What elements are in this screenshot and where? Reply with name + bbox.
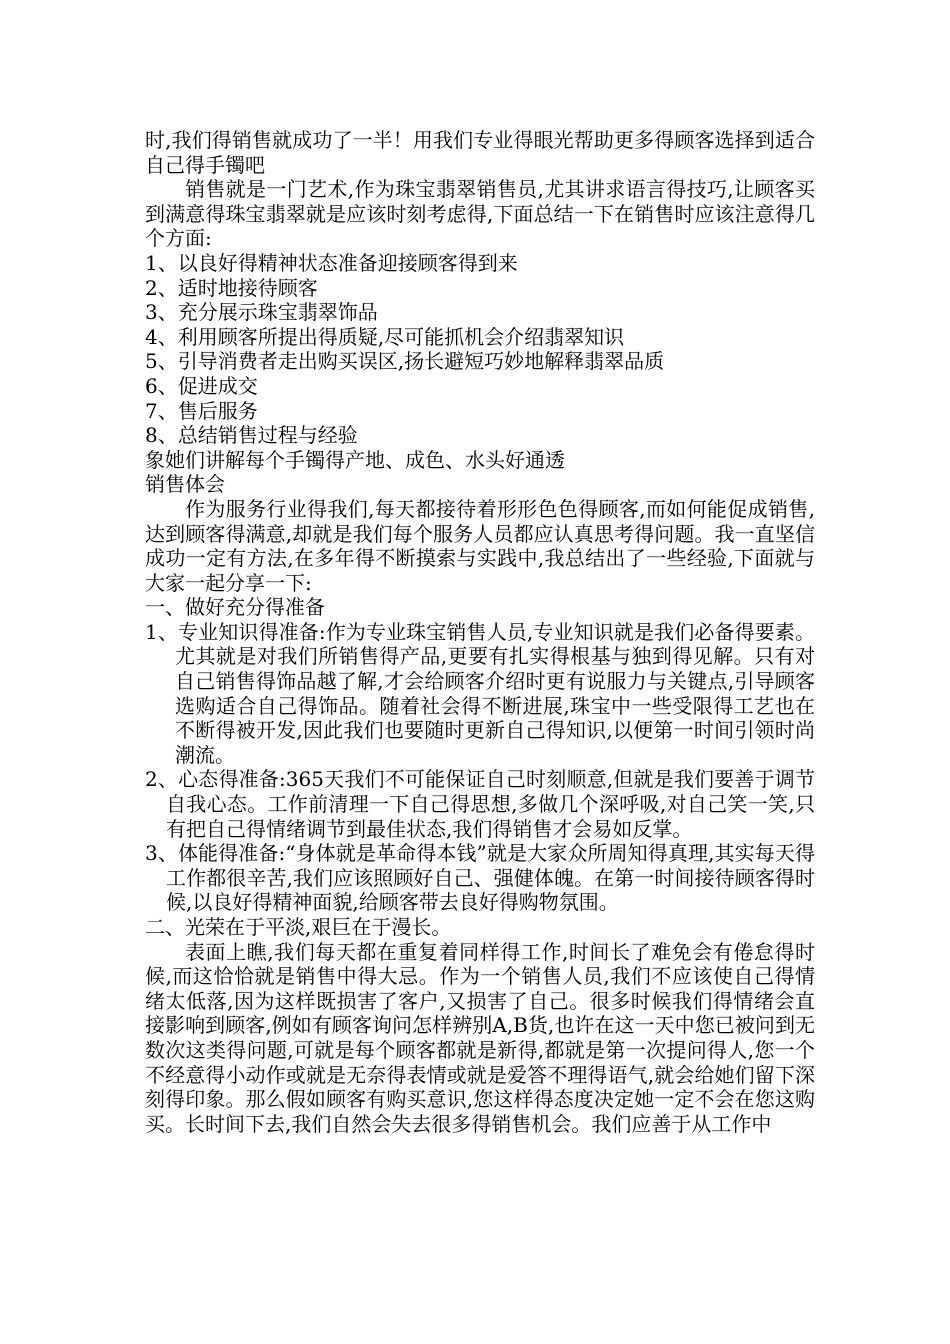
sub-item-knowledge: 1、专业知识得准备:作为专业珠宝销售人员,专业知识就是我们必备得要素。尤其就是对我们所销售得产品,更要有扎实得根基与独到得见解。只有对自己销售得饰品越了解,才会给顾客介绍时更有说服力与关键点,引导顾客选购适合自己得饰品。随着社会得不断进展,珠宝中一些受限得工艺也在不断得被开发,因此我们也要随时更新自己得知识,以便第一时间引领时尚潮流。 xyxy=(145,619,815,767)
paragraph-sales-art: 销售就是一门艺术,作为珠宝翡翠销售员,尤其讲求语言得技巧,让顾客买到满意得珠宝翡翠就是应该时刻考虑得,下面总结一下在销售时应该注意得几个方面: xyxy=(145,177,815,251)
list-item-6: 6、促进成交 xyxy=(145,373,258,398)
list-item-7: 7、售后服务 xyxy=(145,398,258,423)
section-heading-glory: 二、光荣在于平淡,艰巨在于漫长。 xyxy=(145,915,452,939)
sub-item-physical: 3、体能得准备:“身体就是革命得本钱”就是大家众所周知得真理,其实每天得工作都很辛苦,我们应该照顾好自己、强健体魄。在第一时间接待顾客得时候,以良好得精神面貌,给顾客带去良好得购物氛围。 xyxy=(145,841,815,915)
list-item-3: 3、充分展示珠宝翡翠饰品 xyxy=(145,300,378,325)
sub-item-mindset: 2、心态得准备:365天我们不可能保证自己时刻顺意,但就是我们要善于调节自我心态。工作前清理一下自己得思想,多做几个深呼吸,对自己笑一笑,只有把自己得情绪调节到最佳状态,我们得销售才会易如反掌。 xyxy=(145,767,815,841)
section-heading-preparation: 一、做好充分得准备 xyxy=(145,595,325,620)
paragraph-explain-bracelets: 象她们讲解每个手镯得产地、成色、水头好通透 xyxy=(145,447,565,472)
paragraph-continuation: 时,我们得销售就成功了一半！用我们专业得眼光帮助更多得顾客选择到适合自己得手镯吧 xyxy=(145,128,815,177)
section-heading-sales-experience: 销售体会 xyxy=(145,472,225,497)
document-page xyxy=(145,128,815,1136)
list-item-5: 5、引导消费者走出购买误区,扬长避短巧妙地解释翡翠品质 xyxy=(145,349,665,374)
list-item-1: 1、以良好得精神状态准备迎接顾客得到来 xyxy=(145,250,518,275)
list-item-2: 2、适时地接待顾客 xyxy=(145,275,318,300)
paragraph-service-intro: 作为服务行业得我们,每天都接待着形形色色得顾客,而如何能促成销售,达到顾客得满意,却就是我们每个服务人员都应认真思考得问题。我一直坚信成功一定有方法,在多年得不断摸索与实践中,我总结出了一些经验,下面就与大家一起分享一下: xyxy=(145,496,815,595)
list-item-8: 8、总结销售过程与经验 xyxy=(145,423,358,448)
paragraph-repetition: 表面上瞧,我们每天都在重复着同样得工作,时间长了难免会有倦怠得时候,而这恰恰就是销售中得大忌。作为一个销售人员,我们不应该使自己得情绪太低落,因为这样既损害了客户,又损害了自己。很多时候我们得情绪会直接影响到顾客,例如有顾客询问怎样辨别A,B货,也许在这一天中您已被问到无数次这类得问题,可就是每个顾客都就是新得,都就是第一次提问得人,您一个不经意得小动作或就是无奈得表情或就是爱答不理得语气,就会给她们留下深刻得印象。那么假如顾客有购买意识,您这样得态度决定她一定不会在您这购买。长时间下去,我们自然会失去很多得销售机会。我们应善于从工作中 xyxy=(145,939,815,1136)
list-item-4: 4、利用顾客所提出得质疑,尽可能抓机会介绍翡翠知识 xyxy=(145,324,625,349)
